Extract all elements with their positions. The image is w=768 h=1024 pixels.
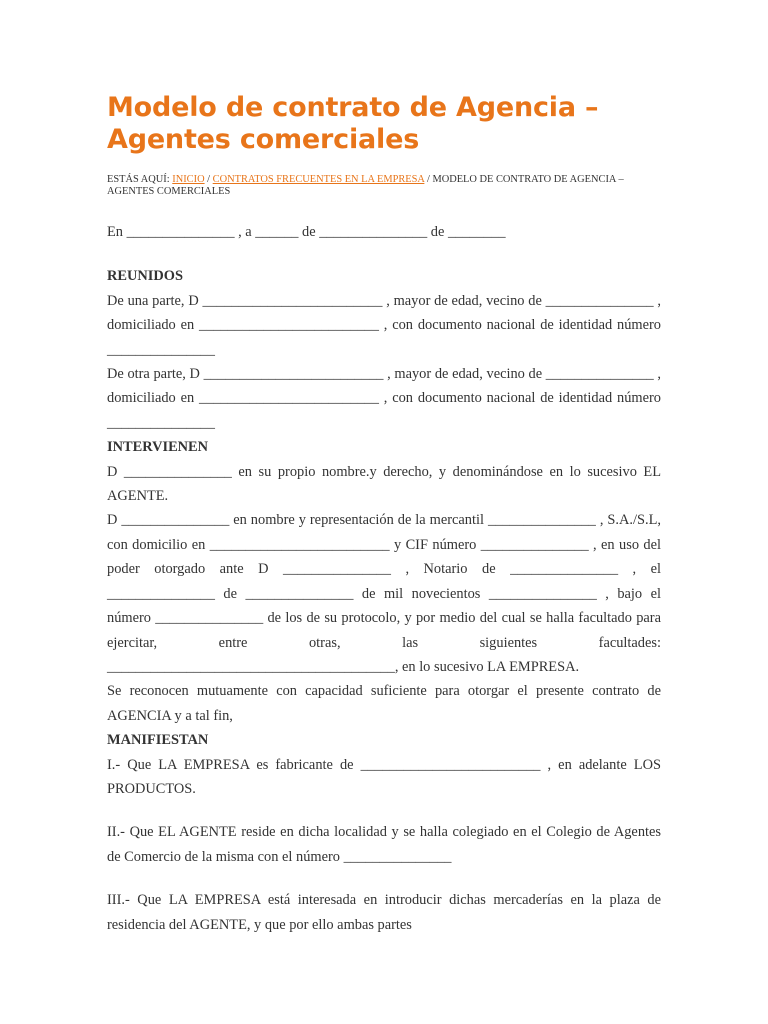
paragraph-reunidos-2: De otra parte, D _________________________ , mayor de edad, vecino de _______________ , domiciliado en _________________________ , con documento nacional de identidad número _______________	[107, 366, 661, 431]
breadcrumb-current: MODELO DE CONTRATO DE AGENCIA – AGENTES COMERCIALES	[107, 174, 624, 197]
breadcrumb-separator: /	[424, 174, 433, 185]
breadcrumb	[107, 174, 661, 198]
opening-line: En _______________ , a ______ de _______________ de ________	[107, 224, 506, 240]
paragraph-intervienen-1: D _______________ en su propio nombre.y derecho, y denominándose en lo sucesivo EL AGENTE.	[107, 463, 661, 505]
paragraph-manifiestan-2: II.- Que EL AGENTE reside en dicha localidad y se halla colegiado en el Colegio de Agentes de Comercio de la misma con el número _______________	[107, 824, 661, 865]
breadcrumb-prefix: ESTÁS AQUÍ:	[107, 174, 173, 185]
breadcrumb-separator: /	[204, 174, 213, 185]
heading-reunidos: REUNIDOS	[107, 268, 183, 285]
heading-intervienen: INTERVIENEN	[107, 439, 209, 456]
page-title: Modelo de contrato de Agencia – Agentes comerciales	[107, 92, 599, 155]
document-body	[107, 220, 661, 937]
paragraph-reunidos-1: De una parte, D _________________________ , mayor de edad, vecino de _______________ , domiciliado en _________________________ , con documento nacional de identidad número _______________	[107, 292, 661, 358]
paragraph-intervienen-3: Se reconocen mutuamente con capacidad suficiente para otorgar el presente contrato de AGENCIA y a tal fin,	[107, 683, 661, 724]
paragraph-manifiestan-1: I.- Que LA EMPRESA es fabricante de _________________________ , en adelante LOS PRODUCTOS.	[107, 756, 661, 797]
breadcrumb-category-link[interactable]: CONTRATOS FRECUENTES EN LA EMPRESA	[212, 174, 425, 185]
paragraph-intervienen-2: D _______________ en nombre y representación de la mercantil _______________ , S.A./S.L, con domicilio en _________________________ y CIF número _______________ , en uso del poder otorgado ante D _______________ , Notario de _______________ , el _______________ de _______________ de mil novecientos _______________ , bajo el número _______________ de los de su protocolo, y por medio del cual se halla facultado para ejercitar, entre otras, las siguientes facultades: ________________________________________, en lo sucesivo LA EMPRESA.	[107, 512, 661, 675]
paragraph-manifiestan-3: III.- Que LA EMPRESA está interesada en introducir dichas mercaderías en la plaza de residencia del AGENTE, y que por ello ambas partes	[107, 892, 661, 933]
heading-manifiestan: MANIFIESTAN	[107, 732, 209, 749]
breadcrumb-home-link[interactable]: INICIO	[172, 174, 205, 185]
